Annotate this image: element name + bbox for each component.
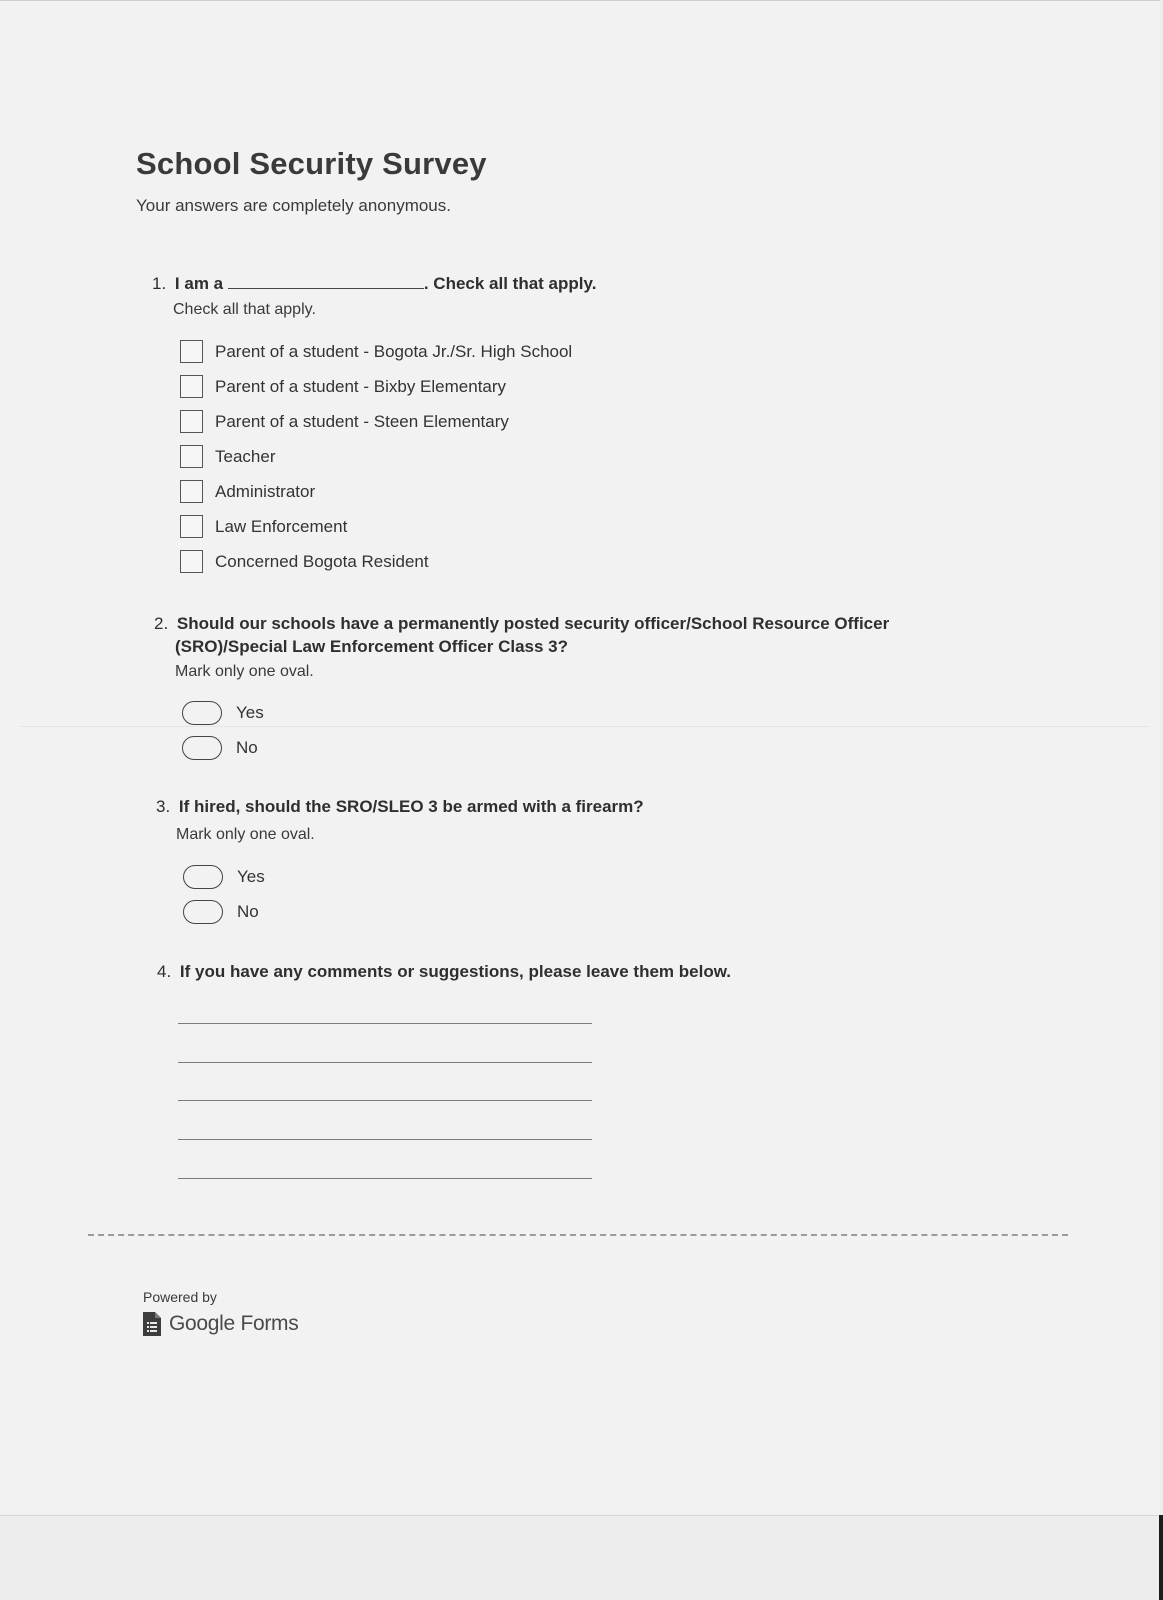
checkbox[interactable] [180,515,203,538]
question-2-option-yes[interactable] [182,701,264,725]
radio-oval[interactable] [183,865,223,889]
radio-oval[interactable] [183,900,223,924]
option-concerned-resident[interactable] [180,550,429,573]
question-1-instruction: Check all that apply. [173,301,316,318]
comment-line-4[interactable] [178,1139,592,1140]
option-label: Parent of a student - Bixby Elementary [215,376,507,396]
checkbox[interactable] [180,410,203,433]
option-label: Concerned Bogota Resident [215,551,429,571]
paper-fold [20,726,1150,727]
question-2-option-no[interactable] [182,736,258,760]
question-2 [154,612,889,658]
radio-oval[interactable] [182,701,222,725]
form-title: School Security Survey [136,146,487,181]
option-teacher[interactable] [180,445,275,468]
question-3-instruction: Mark only one oval. [176,826,315,843]
comment-line-1[interactable] [178,1023,592,1024]
footer-divider [88,1234,1068,1236]
question-3 [156,797,644,817]
question-number: 4. [157,962,172,981]
form-description: Your answers are completely anonymous. [136,196,451,215]
option-label: Parent of a student - Steen Elementary [215,411,509,431]
question-2-line-2: (SRO)/Special Law Enforcement Officer Class 3? [175,637,569,656]
checkbox[interactable] [180,480,203,503]
question-3-option-yes[interactable] [183,865,265,889]
option-label: Parent of a student - Bogota Jr./Sr. High School [215,341,573,361]
question-number: 1. [152,274,167,293]
question-1 [152,274,596,294]
option-label: Administrator [215,481,316,501]
fill-in-blank [228,274,424,289]
sheet-edge [0,1515,1163,1516]
option-label: No [236,738,258,757]
question-4 [157,962,731,982]
checkbox[interactable] [180,550,203,573]
question-1-text-before: I am a [174,274,224,293]
option-parent-steen[interactable] [180,410,509,433]
google-forms-brand [142,1311,298,1337]
checkbox[interactable] [180,340,203,363]
option-parent-bogota[interactable] [180,340,572,363]
option-label: Yes [236,703,264,722]
option-label: Teacher [215,446,276,466]
comment-line-2[interactable] [178,1062,592,1063]
brand-name: Google Forms [169,1312,299,1335]
option-parent-bixby[interactable] [180,375,506,398]
option-label: Yes [237,867,265,886]
checkbox[interactable] [180,445,203,468]
option-label: Law Enforcement [215,516,348,536]
radio-oval[interactable] [182,736,222,760]
question-1-text-after: . Check all that apply. [423,274,597,293]
comment-line-3[interactable] [178,1100,592,1101]
comment-line-5[interactable] [178,1178,592,1179]
question-number: 3. [156,797,171,816]
option-administrator[interactable] [180,480,315,503]
question-2-line-1: Should our schools have a permanently posted security officer/School Resource Officer [176,614,890,633]
option-law-enforcement[interactable] [180,515,347,538]
question-3-option-no[interactable] [183,900,259,924]
option-label: No [237,902,259,921]
question-2-instruction: Mark only one oval. [175,663,314,680]
question-3-text: If hired, should the SRO/SLEO 3 be armed with a firearm? [178,797,644,816]
checkbox[interactable] [180,375,203,398]
scan-edge [1159,1515,1163,1600]
question-4-text: If you have any comments or suggestions, please leave them below. [179,962,732,981]
powered-by-label: Powered by [143,1289,217,1305]
google-forms-icon [142,1311,162,1337]
question-number: 2. [154,614,169,633]
